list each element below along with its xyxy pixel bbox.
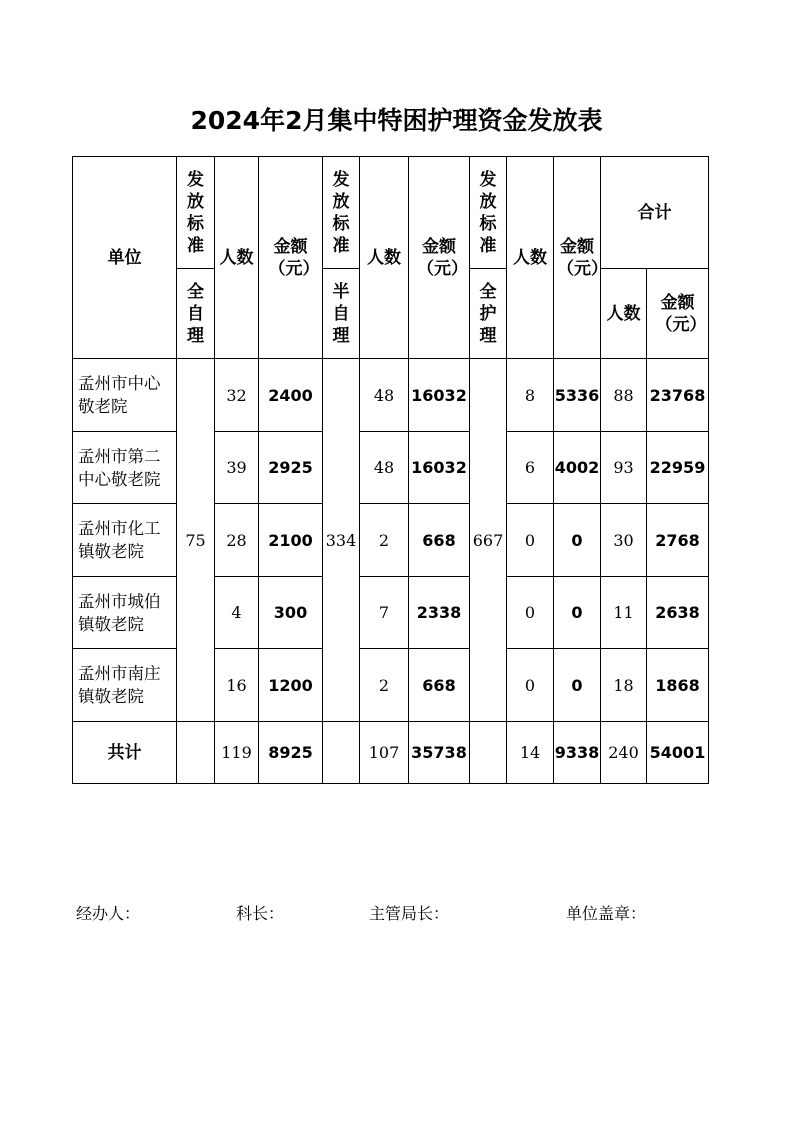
header-total: 合计: [601, 157, 709, 269]
totals-c3-amount: 9338: [554, 722, 601, 784]
totals-c1-people: 119: [215, 722, 259, 784]
c3-amount: 0: [554, 504, 601, 577]
header-standard-2-text: 发放标准: [332, 169, 350, 256]
header-category-3: [470, 269, 507, 359]
page-title: 2024年2月集中特困护理资金发放表: [190, 106, 603, 135]
c1-amount: 2925: [259, 432, 323, 504]
c2-amount: 668: [409, 504, 470, 577]
totals-total-people: 240: [601, 722, 647, 784]
header-total-amount-text: 金额（元）: [655, 292, 707, 335]
c1-amount: 2100: [259, 504, 323, 577]
total-people: 11: [601, 577, 647, 649]
standard-value-1: 75: [177, 359, 215, 722]
totals-label: 共计: [73, 722, 177, 784]
signature-seal: 单位盖章：: [566, 904, 647, 923]
header-people-1-text: 人数: [219, 247, 254, 268]
header-people-1: [215, 157, 259, 359]
table-row: [73, 649, 709, 722]
c1-amount: 1200: [259, 649, 323, 722]
total-amount: 1868: [647, 649, 709, 722]
total-amount: 23768: [647, 359, 709, 432]
header-category-3-text: 全护理: [479, 281, 497, 346]
header-amount-2-text: 金额（元）: [417, 236, 468, 279]
totals-c1-amount: 8925: [259, 722, 323, 784]
c1-people: 32: [215, 359, 259, 432]
total-people: 88: [601, 359, 647, 432]
signature-director: 主管局长：: [369, 904, 450, 923]
header-amount-1-text: 金额（元）: [268, 236, 320, 279]
signature-section-chief: 科长：: [236, 904, 285, 923]
unit-name: 孟州市城伯镇敬老院: [73, 577, 177, 649]
signature-line: [0, 901, 793, 925]
header-standard-3: [470, 157, 507, 269]
table-row: [73, 432, 709, 504]
header-standard-3-text: 发放标准: [479, 169, 497, 256]
c2-amount: 668: [409, 649, 470, 722]
standard-value-2: 334: [323, 359, 360, 722]
header-people-2: [360, 157, 409, 359]
totals-standard-1-empty: [177, 722, 215, 784]
header-row-1: [73, 157, 709, 269]
table-row: [73, 577, 709, 649]
total-people: 30: [601, 504, 647, 577]
total-amount: 2768: [647, 504, 709, 577]
c3-people: 8: [507, 359, 554, 432]
header-amount-3-text: 金额（元）: [557, 236, 608, 279]
total-people: 93: [601, 432, 647, 504]
signature-handler: 经办人：: [76, 904, 141, 923]
c3-amount: 4002: [554, 432, 601, 504]
c1-people: 4: [215, 577, 259, 649]
header-amount-1: [259, 157, 323, 359]
c3-amount: 0: [554, 577, 601, 649]
c2-people: 48: [360, 359, 409, 432]
totals-c3-people: 14: [507, 722, 554, 784]
header-amount-3: [554, 157, 608, 359]
totals-c2-amount: 35738: [409, 722, 470, 784]
c1-amount: 2400: [259, 359, 323, 432]
c2-people: 2: [360, 649, 409, 722]
unit-name: 孟州市南庄镇敬老院: [73, 649, 177, 722]
total-amount: 2638: [647, 577, 709, 649]
header-people-3-text: 人数: [513, 247, 547, 268]
header-standard-1-text: 发放标准: [187, 169, 204, 256]
c2-people: 7: [360, 577, 409, 649]
header-unit: 单位: [73, 157, 177, 359]
header-category-1-text: 全自理: [187, 281, 204, 346]
totals-standard-3-empty: [470, 722, 507, 784]
c3-people: 6: [507, 432, 554, 504]
header-category-1: [177, 269, 215, 359]
c1-people: 16: [215, 649, 259, 722]
unit-name: 孟州市第二中心敬老院: [73, 432, 177, 504]
payment-table: [72, 156, 709, 784]
c3-people: 0: [507, 577, 554, 649]
table-row: [73, 504, 709, 577]
header-total-amount: [647, 269, 709, 359]
header-amount-2: [409, 157, 470, 359]
totals-total-amount: 54001: [647, 722, 709, 784]
totals-row: [73, 722, 709, 784]
unit-name: 孟州市中心敬老院: [73, 359, 177, 432]
c1-people: 39: [215, 432, 259, 504]
c1-people: 28: [215, 504, 259, 577]
c3-amount: 0: [554, 649, 601, 722]
header-people-3: [507, 157, 554, 359]
unit-name: 孟州市化工镇敬老院: [73, 504, 177, 577]
c2-amount: 2338: [409, 577, 470, 649]
header-standard-1: [177, 157, 215, 269]
header-standard-2: [323, 157, 360, 269]
header-people-2-text: 人数: [367, 247, 401, 268]
standard-value-3: 667: [470, 359, 507, 722]
header-category-2-text: 半自理: [332, 281, 350, 346]
c3-people: 0: [507, 504, 554, 577]
c2-amount: 16032: [409, 432, 470, 504]
c3-amount: 5336: [554, 359, 601, 432]
header-category-2: [323, 269, 360, 359]
total-amount: 22959: [647, 432, 709, 504]
c2-amount: 16032: [409, 359, 470, 432]
header-total-people: 人数: [601, 269, 647, 359]
totals-c2-people: 107: [360, 722, 409, 784]
c2-people: 2: [360, 504, 409, 577]
c1-amount: 300: [259, 577, 323, 649]
c3-people: 0: [507, 649, 554, 722]
total-people: 18: [601, 649, 647, 722]
table-row: [73, 359, 709, 432]
c2-people: 48: [360, 432, 409, 504]
totals-standard-2-empty: [323, 722, 360, 784]
